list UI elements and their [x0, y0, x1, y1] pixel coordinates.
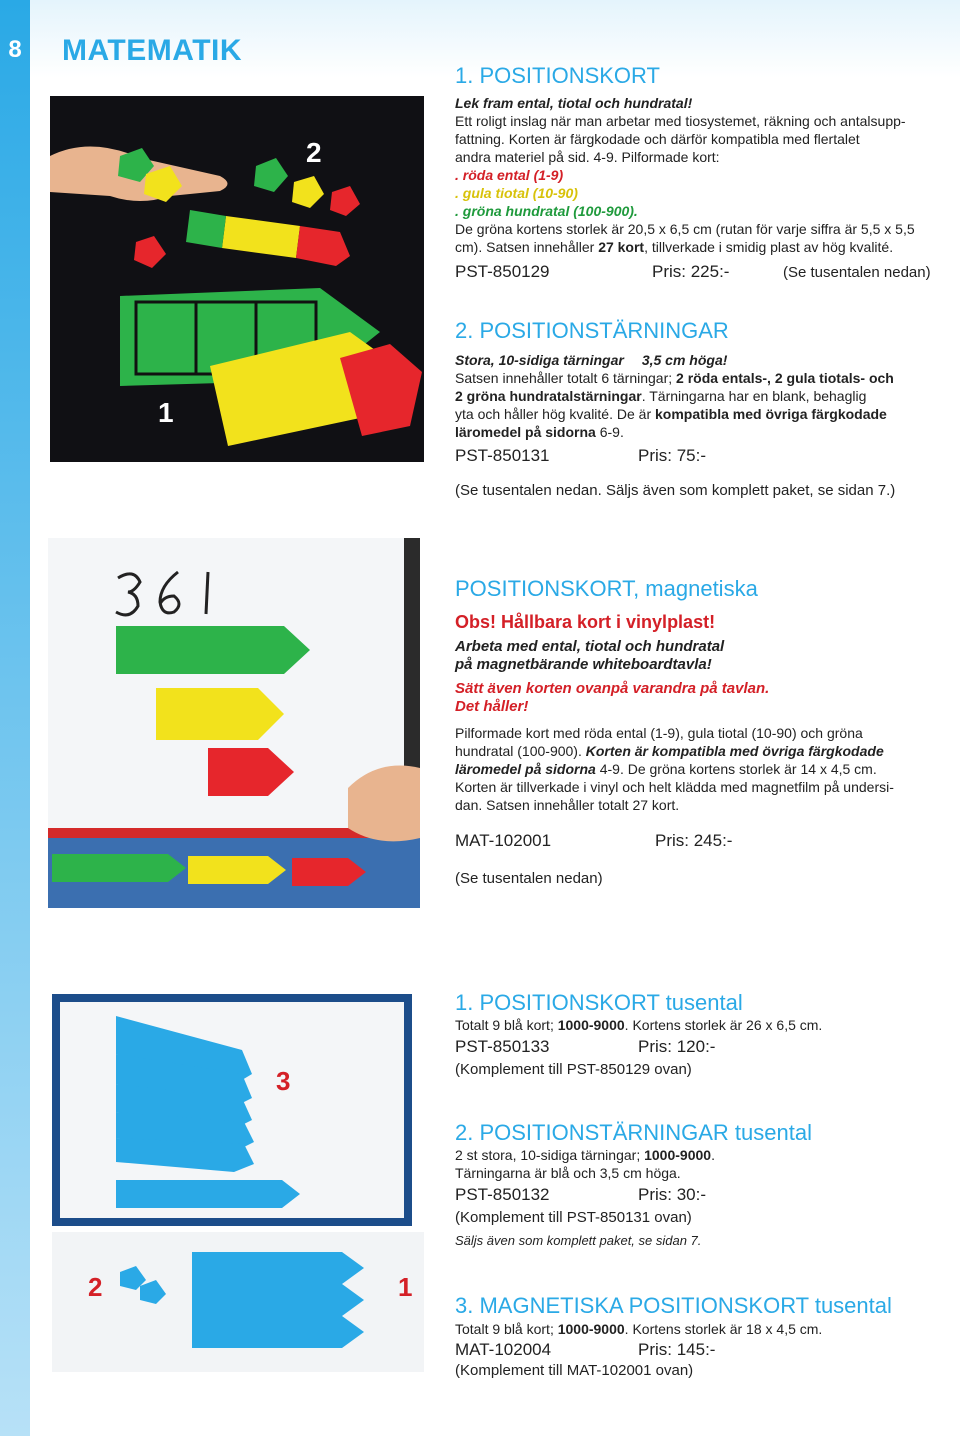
- section-title: 1. POSITIONSKORT: [455, 63, 660, 88]
- text-span: 2 röda entals-, 2 gula tiotals- och: [676, 370, 894, 386]
- product-sku: MAT-102001: [455, 831, 552, 850]
- body-line: andra materiel på sid. 4-9. Pilformade kort:: [455, 149, 720, 165]
- product-note: (Se tusentalen nedan. Säljs även som komplett paket, se sidan 7.): [455, 482, 896, 499]
- body-line: Ett roligt inslag när man arbetar med tiosystemet, räkning och antalsupp-: [455, 113, 906, 129]
- text-span: Totalt 9 blå kort;: [455, 1017, 558, 1033]
- text-span: . Kortens storlek är 18 x 4,5 cm.: [624, 1321, 823, 1337]
- text-span: , tillverkade i smidig plast av hög kvalité.: [644, 239, 894, 255]
- body-line: [455, 1016, 955, 1034]
- magnetic-tusental-photo: [52, 1232, 424, 1372]
- body-line: [455, 423, 955, 441]
- product-sku: MAT-102004: [455, 1340, 552, 1359]
- product-price: Pris: 120:-: [638, 1037, 716, 1056]
- color-item-yellow: . gula tiotal (10-90): [455, 185, 578, 201]
- photo-label-2: 2: [306, 137, 322, 168]
- section-body: [455, 94, 955, 256]
- color-item-green: . gröna hundratal (100-900).: [455, 203, 638, 219]
- product-price: Pris: 30:-: [638, 1185, 707, 1204]
- text-span: 27 kort: [598, 239, 645, 255]
- text-span: 6-9.: [595, 424, 624, 440]
- body-line: [455, 1320, 955, 1338]
- section-title: 2. POSITIONSTÄRNINGAR: [455, 318, 729, 343]
- positionskort-photo: [50, 96, 424, 462]
- photo-label-1: 1: [158, 397, 174, 428]
- text-span: . Tärningarna har en blank, behaglig: [641, 388, 867, 404]
- page-header: MATEMATIK: [62, 34, 243, 67]
- product-sku: PST-850133: [455, 1037, 550, 1056]
- body-line: [455, 742, 955, 760]
- body-line: Korten är tillverkade i vinyl och helt klädda med magnetfilm på undersi-: [455, 779, 894, 795]
- product-note: (Komplement till PST-850129 ovan): [455, 1061, 692, 1078]
- text-span: 2 st stora, 10-sidiga tärningar;: [455, 1147, 645, 1163]
- text-span: Satsen innehåller totalt 6 tärningar;: [455, 370, 677, 386]
- magnetic-cards-photo: [48, 538, 420, 908]
- red-line: Det håller!: [455, 698, 529, 715]
- section-title: 3. MAGNETISKA POSITIONSKORT tusental: [455, 1293, 892, 1318]
- text-span: yta och håller hög kvalité. De är: [455, 406, 655, 422]
- body-line: [455, 760, 955, 778]
- product-sku: PST-850131: [455, 446, 550, 465]
- product-price: Pris: 225:-: [652, 262, 730, 281]
- section-body: [455, 1016, 955, 1034]
- body-line: dan. Satsen innehåller totalt 27 kort.: [455, 797, 680, 813]
- section-subtitle: Arbeta med ental, tiotal och hundratal: [455, 638, 725, 655]
- product-sku: PST-850132: [455, 1185, 550, 1204]
- product-price: Pris: 145:-: [638, 1340, 716, 1359]
- text-span: 1000-9000: [644, 1147, 712, 1163]
- magnetic-cards-illustration: [48, 538, 420, 908]
- text-span: Stora, 10-sidiga tärningar: [455, 352, 624, 368]
- photo-label-3: 3: [276, 1066, 291, 1096]
- body-line: [455, 405, 955, 423]
- section-body: [455, 351, 955, 441]
- body-line: De gröna kortens storlek är 20,5 x 6,5 cm (rutan för varje siffra är 5,5 x 5,5: [455, 221, 915, 237]
- product-note: (Se tusentalen nedan): [783, 264, 931, 281]
- text-span: hundratal (100-900).: [455, 743, 586, 759]
- text-span: cm). Satsen innehåller: [455, 239, 599, 255]
- text-span: 2 gröna hundratalstärningar: [455, 388, 642, 404]
- photo4-label-1: 1: [398, 1272, 413, 1302]
- text-span: läromedel på sidorna: [455, 424, 596, 440]
- page-number: 8: [8, 36, 22, 63]
- tusental-cards-photo: [52, 994, 412, 1226]
- photo4-label-2: 2: [88, 1272, 103, 1302]
- text-span: Korten är kompatibla med övriga färgkodade: [585, 743, 884, 759]
- page-sidebar: [0, 0, 30, 1436]
- section-subtitle: [455, 351, 955, 369]
- product-note: (Komplement till PST-850131 ovan): [455, 1209, 692, 1226]
- text-span: Totalt 9 blå kort;: [455, 1321, 558, 1337]
- red-line: Sätt även korten ovanpå varandra på tavlan.: [455, 680, 770, 697]
- section-body: [455, 610, 955, 814]
- product-price: Pris: 75:-: [638, 446, 707, 465]
- color-item-red: . röda ental (1-9): [455, 167, 564, 183]
- text-span: 1000-9000: [557, 1321, 625, 1337]
- section-subtitle: på magnetbärande whiteboardtavla!: [455, 656, 712, 673]
- product-note: (Komplement till MAT-102001 ovan): [455, 1362, 694, 1379]
- text-span: 1000-9000: [557, 1017, 625, 1033]
- product-note: (Se tusentalen nedan): [455, 870, 603, 887]
- body-line: [455, 1146, 955, 1164]
- body-line: [455, 369, 955, 387]
- section-title: 1. POSITIONSKORT tusental: [455, 990, 743, 1015]
- obs-line: Obs! Hållbara kort i vinylplast!: [455, 612, 716, 632]
- section-body: [455, 1320, 955, 1338]
- section-title: 2. POSITIONSTÄRNINGAR tusental: [455, 1120, 812, 1145]
- body-line: Tärningarna är blå och 3,5 cm höga.: [455, 1165, 681, 1181]
- product-sku: PST-850129: [455, 262, 550, 281]
- text-span: .: [711, 1147, 715, 1163]
- text-span: läromedel på sidorna: [455, 761, 596, 777]
- text-span: kompatibla med övriga färgkodade: [655, 406, 887, 422]
- body-line: [455, 238, 955, 256]
- body-line: [455, 387, 955, 405]
- text-span: 3,5 cm höga!: [641, 352, 728, 368]
- tusental-cards-illustration: [52, 994, 412, 1226]
- product-price: Pris: 245:-: [655, 831, 733, 850]
- section-title: POSITIONSKORT, magnetiska: [455, 576, 758, 601]
- section-body: [455, 1146, 955, 1182]
- positionskort-illustration: [50, 96, 424, 462]
- product-note: Säljs även som komplett paket, se sidan 7.: [455, 1233, 702, 1248]
- text-span: . Kortens storlek är 26 x 6,5 cm.: [624, 1017, 823, 1033]
- body-line: Pilformade kort med röda ental (1-9), gula tiotal (10-90) och gröna: [455, 725, 863, 741]
- body-line: fattning. Korten är färgkodade och därför kompatibla med flertalet: [455, 131, 860, 147]
- section-subtitle: Lek fram ental, tiotal och hundratal!: [455, 95, 693, 111]
- text-span: 4-9. De gröna kortens storlek är 14 x 4,5 cm.: [595, 761, 877, 777]
- magnetic-tusental-illustration: [52, 1232, 424, 1372]
